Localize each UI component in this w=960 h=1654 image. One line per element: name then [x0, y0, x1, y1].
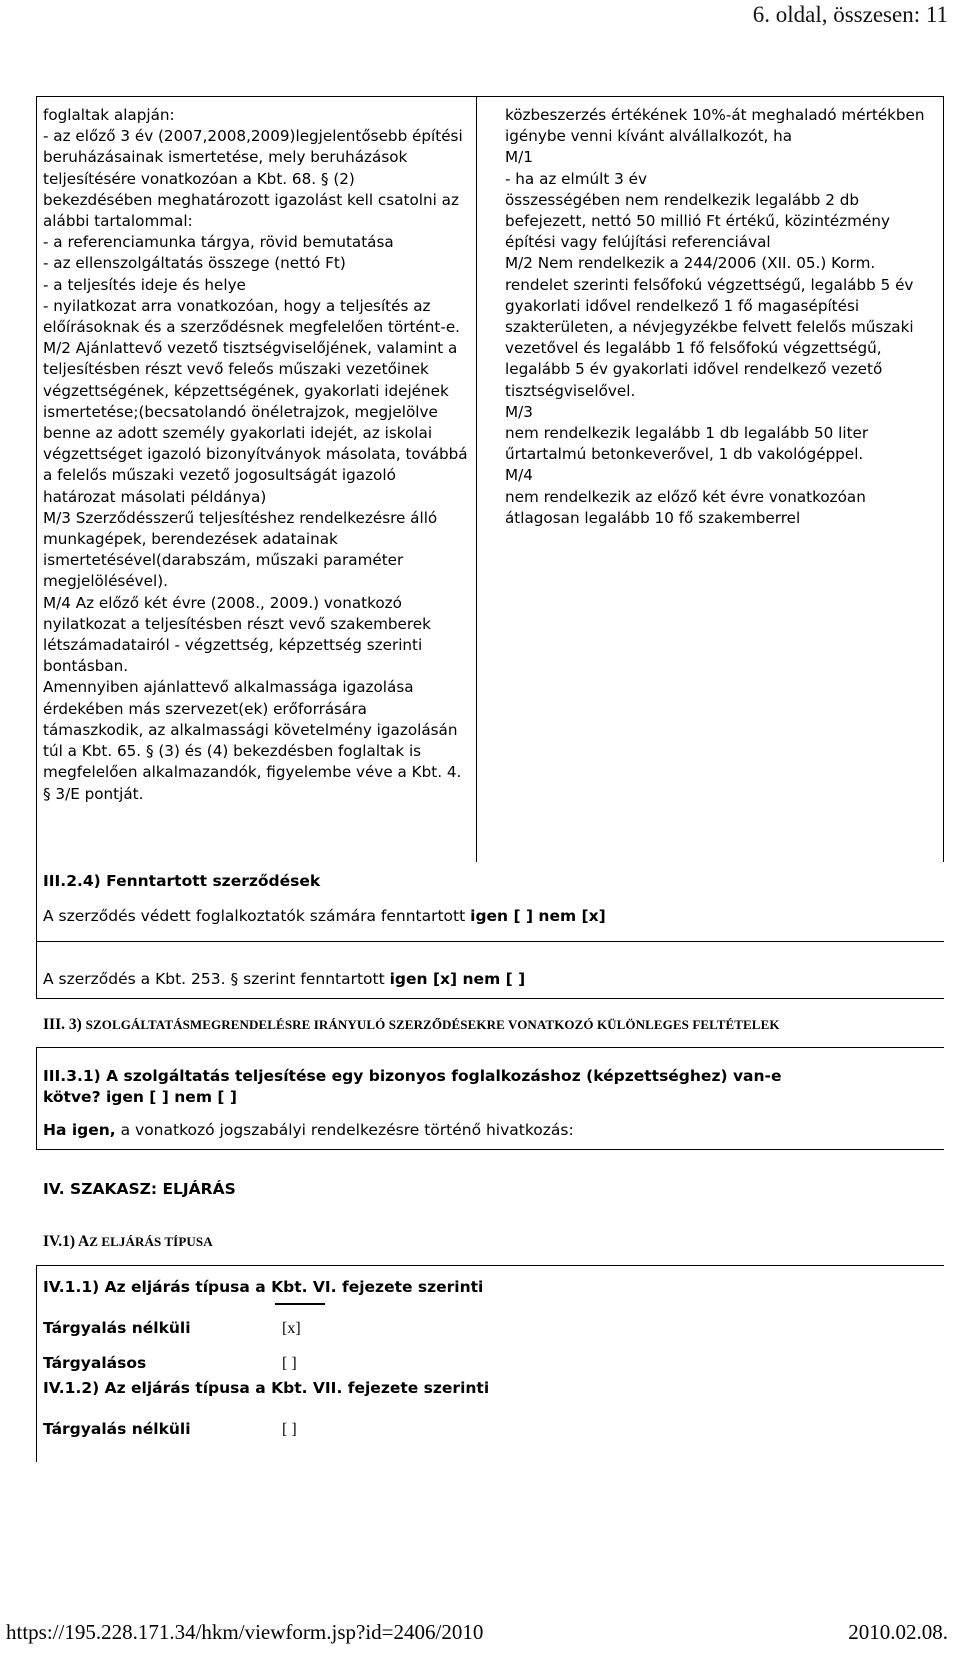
row-label-negotiation-free-1: Tárgyalás nélküli	[43, 1319, 191, 1337]
row-label-negotiated: Tárgyalásos	[43, 1354, 147, 1372]
section-heading-reserved-contracts: III.2.4) Fenntartott szerződések	[43, 872, 321, 890]
reserved-line-2-choice: igen [x] nem [ ]	[389, 970, 526, 988]
qualification-question-line-1: III.3.1) A szolgáltatás teljesítése egy bizonyos foglalkozáshoz (képzettséghez) van-e	[43, 1067, 782, 1085]
row-value-negotiation-free-1: [x]	[282, 1320, 301, 1337]
table-right-border	[943, 96, 944, 862]
subsection-heading-rest: Z ELJÁRÁS TÍPUSA	[89, 1234, 213, 1249]
qualification-reference-line	[43, 1121, 574, 1139]
qualification-question-line-2: kötve? igen [ ] nem [ ]	[43, 1088, 237, 1106]
qualification-box-top-border	[36, 1047, 944, 1048]
table-column-divider	[476, 96, 477, 862]
footer-date: 2010.02.08.	[848, 1620, 948, 1644]
reserved-line-2	[43, 970, 525, 988]
table-left-border	[36, 96, 37, 862]
reserved-line-1	[43, 907, 606, 925]
section-heading-procedure: IV. SZAKASZ: ELJÁRÁS	[43, 1180, 236, 1198]
subsection-heading-procedure-type	[43, 1233, 213, 1251]
value-top-rule	[275, 1303, 325, 1305]
reserved-line-2-text: A szerződés a Kbt. 253. § szerint fenntartott	[43, 970, 390, 988]
qualification-reference-bold: Ha igen,	[43, 1121, 116, 1139]
procedure-type-chapter-vi: IV.1.1) Az eljárás típusa a Kbt. VI. fejezete szerinti	[43, 1278, 484, 1296]
row-label-negotiation-free-2: Tárgyalás nélküli	[43, 1420, 191, 1438]
table-top-border	[36, 96, 944, 97]
section-box-bottom-border	[36, 998, 944, 999]
footer-url: https://195.228.171.34/hkm/viewform.jsp?id=2406/2010	[6, 1620, 484, 1644]
subsection-heading-prefix: IV.1) A	[43, 1233, 90, 1250]
left-column-text: foglaltak alapján: - az előző 3 év (2007,2008,2009)legjelentősebb építési beruházásainak ismertetése, mely beruházások teljesítésére vonatkozóan a Kbt. 68. § (2) bekezdésében meghatározott igazolást kell csatolni az alábbi tartalommal: - a referenciamunka tárgya, rövid bemutatása - az ellenszolgáltatás összege (nettó Ft) - a teljesítés ideje és helye - nyilatkozat arra vonatkozóan, hogy a teljesítés az előírásoknak és a szerződésnek megfelelően történt-e. M/2 Ajánlattevő vezető tisztségviselőjének, valamint a teljesítésben részt vevő feleős műszaki vezetőinek végzettségének, képzettségének, gyakorlati idejének ismertetése;(becsatolandó önéletrajzok, megjelölve benne az adott személy gyakorlati idejét, az iskolai végzettséget igazoló bizonyítványok másolata, továbbá a felelős műszaki vezető jogosultságát igazoló határozat másolati példánya) M/3 Szerződésszerű teljesítéshez rendelkezésre álló munkagépek, berendezések adatainak ismertetésével(darabszám, műszaki paraméter megjelölésével). M/4 Az előző két évre (2008., 2009.) vonatkozó nyilatkozat a teljesítésben részt vevő szakemberek létszámadatairól - végzettség, képzettség szerinti bontásban. Amennyiben ajánlattevő alkalmassága igazolása érdekében más szervezet(ek) erőforrására támaszkodik, az alkalmassági követelmény igazolásán túl a Kbt. 65. § (3) és (4) bekezdésben foglaltak is megfelelően alkalmazandók, figyelembe véve a Kbt. 4. § 3/E pontját.	[43, 106, 468, 803]
row-value-negotiation-free-2: [ ]	[282, 1421, 297, 1438]
qualification-reference-text: a vonatkozó jogszabályi rendelkezésre történő hivatkozás:	[115, 1121, 574, 1139]
procedure-box-top-border	[36, 1265, 944, 1266]
page-number-label: 6. oldal, összesen: 11	[752, 2, 948, 27]
reserved-line-1-text: A szerződés védett foglalkoztatók számára fenntartott	[43, 907, 471, 925]
section-heading-service-conditions	[43, 1016, 780, 1034]
procedure-box-left-border	[36, 1265, 37, 1462]
section-heading-number: III. 3)	[43, 1016, 86, 1033]
section-heading-title: SZOLGÁLTATÁSMEGRENDELÉSRE IRÁNYULÓ SZERZŐDÉSEKRE VONATKOZÓ KÜLÖNLEGES FELTÉTELEK	[85, 1017, 780, 1032]
procedure-type-chapter-vii: IV.1.2) Az eljárás típusa a Kbt. VII. fejezete szerinti	[43, 1379, 490, 1397]
section-box-left-border	[36, 862, 37, 998]
row-value-negotiated: [ ]	[282, 1355, 297, 1372]
right-column-text: közbeszerzés értékének 10%-át meghaladó mértékben igénybe venni kívánt alvállalkozót, ha M/1 - ha az elmúlt 3 év összességében nem rendelkezik legalább 2 db befejezett, nettó 50 millió Ft értékű, közintézmény építési vagy felújítási referenciával M/2 Nem rendelkezik a 244/2006 (XII. 05.) Korm. rendelet szerinti felsőfokú végzettségű, legalább 5 év gyakorlati idővel rendelkező 1 fő magasépítési szakterületen, a névjegyzékbe felvett felelős műszaki vezetővel és legalább 1 fő felsőfokú végzettségű, legalább 5 év gyakorlati idővel rendelkező vezető tisztségviselővel. M/3 nem rendelkezik legalább 1 db legalább 50 liter űrtartalmú betonkeverővel, 1 db vakológéppel. M/4 nem rendelkezik az előző két évre vonatkozóan átlagosan legalább 10 fő szakemberrel	[505, 106, 925, 527]
qualification-box-bottom-border	[36, 1149, 944, 1150]
section-box-divider	[36, 941, 944, 942]
qualification-box-left-border	[36, 1047, 37, 1149]
reserved-line-1-choice: igen [ ] nem [x]	[470, 907, 606, 925]
